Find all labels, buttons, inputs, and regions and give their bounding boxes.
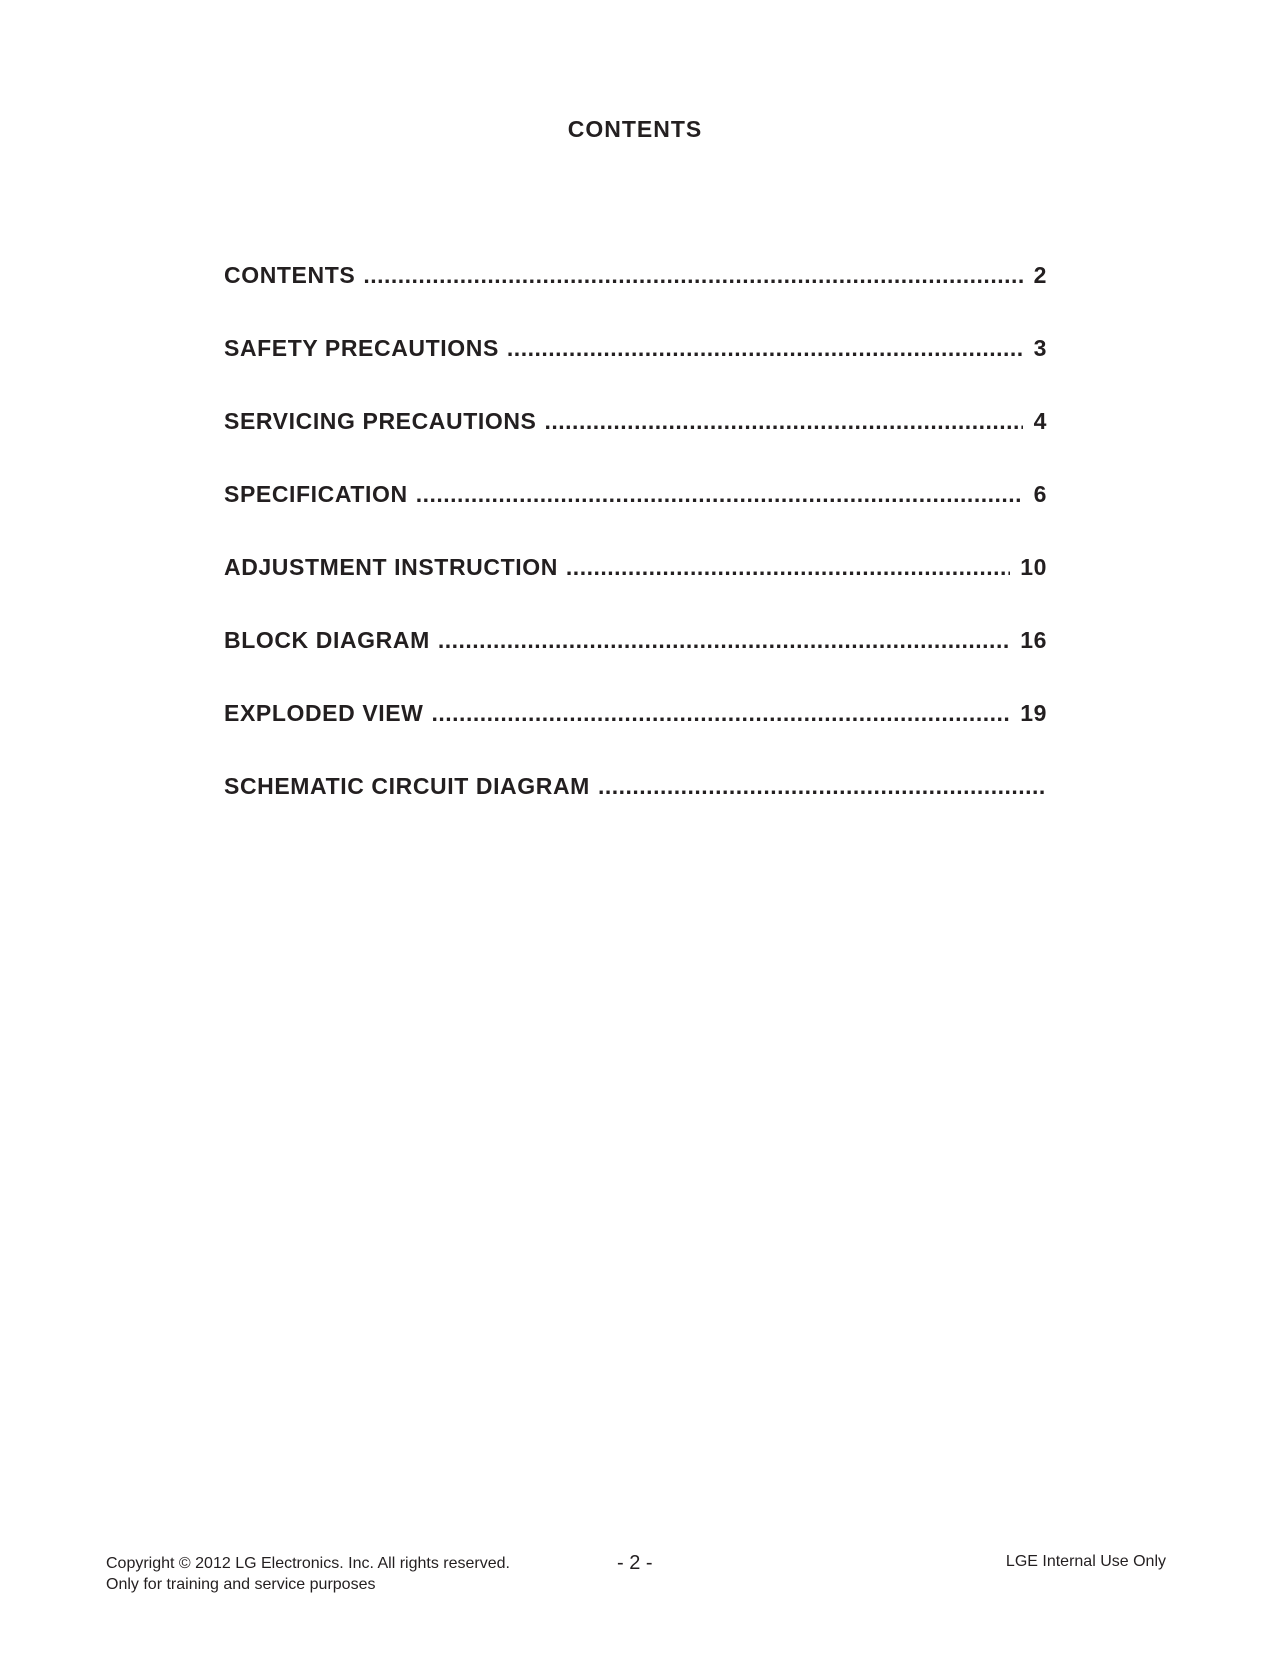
- toc-entry-servicing-precautions[interactable]: [224, 408, 1047, 481]
- toc-entry-safety-precautions[interactable]: [224, 335, 1047, 408]
- toc-dot-leader: [432, 700, 1011, 727]
- toc-entry-title: SERVICING PRECAUTIONS: [224, 408, 537, 434]
- toc-entry-exploded-view[interactable]: [224, 700, 1047, 773]
- footer-copyright: Copyright © 2012 LG Electronics. Inc. All rights reserved.: [106, 1555, 510, 1572]
- toc-dot-leader: [507, 335, 1023, 362]
- toc-entry-contents[interactable]: [224, 262, 1047, 335]
- toc-entry-page: 16: [1020, 627, 1047, 653]
- toc-entry-page: 4: [1033, 408, 1047, 434]
- toc-entry-page: 2: [1033, 262, 1047, 288]
- toc-entry-page: 19: [1020, 700, 1047, 726]
- toc-entry-adjustment-instruction[interactable]: [224, 554, 1047, 627]
- table-of-contents: [224, 262, 1047, 846]
- toc-dot-leader: [566, 554, 1010, 581]
- toc-dot-leader: [416, 481, 1023, 508]
- footer-copyright-block: [106, 1553, 510, 1595]
- toc-entry-specification[interactable]: [224, 481, 1047, 554]
- toc-dot-leader: [363, 262, 1023, 289]
- toc-entry-title: SPECIFICATION: [224, 481, 408, 507]
- footer-purpose: Only for training and service purposes: [106, 1576, 376, 1593]
- toc-entry-title: SAFETY PRECAUTIONS: [224, 335, 499, 361]
- toc-entry-page: 10: [1020, 554, 1047, 580]
- toc-entry-title: EXPLODED VIEW: [224, 700, 424, 726]
- toc-dot-leader: [598, 773, 1047, 800]
- page-title: CONTENTS: [567, 116, 703, 142]
- toc-entry-page: 6: [1033, 481, 1047, 507]
- toc-entry-title: ADJUSTMENT INSTRUCTION: [224, 554, 558, 580]
- toc-dot-leader: [438, 627, 1010, 654]
- toc-entry-title: BLOCK DIAGRAM: [224, 627, 430, 653]
- toc-dot-leader: [545, 408, 1024, 435]
- footer-page-number: - 2 -: [617, 1552, 653, 1574]
- toc-entry-title: CONTENTS: [224, 262, 356, 288]
- toc-entry-page: 3: [1033, 335, 1047, 361]
- toc-entry-title: SCHEMATIC CIRCUIT DIAGRAM: [224, 773, 590, 799]
- footer-internal-use: LGE Internal Use Only: [1005, 1553, 1166, 1570]
- toc-entry-block-diagram[interactable]: [224, 627, 1047, 700]
- toc-entry-schematic-circuit-diagram[interactable]: [224, 773, 1047, 846]
